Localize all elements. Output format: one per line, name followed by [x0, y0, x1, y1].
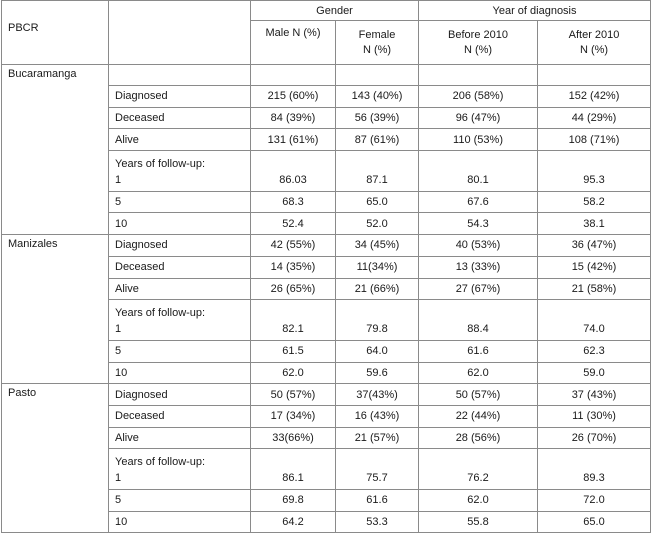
blank-cell — [538, 449, 651, 468]
survival-table — [1, 0, 651, 533]
follow-up-year: 1 — [109, 170, 251, 192]
after-2010-value: 58.2 — [538, 191, 651, 213]
female-value: 53.3 — [336, 511, 419, 533]
after-2010-value: 15 (42%) — [538, 256, 651, 278]
pbcr-header — [2, 1, 109, 65]
male-value: 33(66%) — [251, 427, 336, 449]
after-2010-value: 38.1 — [538, 213, 651, 235]
after-2010-value: 62.3 — [538, 340, 651, 362]
blank-cell — [336, 151, 419, 170]
follow-up-year: 5 — [109, 191, 251, 213]
after-2010-value: 89.3 — [538, 468, 651, 490]
before-2010-value: 54.3 — [419, 213, 538, 235]
follow-up-year: 5 — [109, 490, 251, 512]
follow-up-year: 1 — [109, 468, 251, 490]
after-2010-value: 74.0 — [538, 319, 651, 341]
after-2010-value: 65.0 — [538, 511, 651, 533]
blank-cell — [251, 300, 336, 319]
blank-cell — [109, 65, 251, 86]
before-2010-value: 96 (47%) — [419, 107, 538, 129]
row-label: Alive — [109, 278, 251, 300]
table-body — [2, 65, 651, 533]
female-value: 52.0 — [336, 213, 419, 235]
blank-cell — [419, 65, 538, 86]
blank-cell — [538, 300, 651, 319]
year-group-header: Year of diagnosis — [419, 1, 651, 21]
after-2010-value: 36 (47%) — [538, 235, 651, 257]
female-value: 59.6 — [336, 362, 419, 384]
male-value: 61.5 — [251, 340, 336, 362]
female-value: 143 (40%) — [336, 86, 419, 108]
male-header-label: Male N (%) — [265, 27, 321, 39]
registry-header-row — [2, 65, 651, 86]
female-value: 87.1 — [336, 170, 419, 192]
row-label: Diagnosed — [109, 86, 251, 108]
row-label: Deceased — [109, 256, 251, 278]
female-value: 56 (39%) — [336, 107, 419, 129]
after-2010-value: 59.0 — [538, 362, 651, 384]
row-label: Alive — [109, 427, 251, 449]
male-header — [251, 21, 336, 65]
registry-name: Manizales — [2, 235, 109, 384]
blank-cell — [251, 449, 336, 468]
before-2010-value: 50 (57%) — [419, 384, 538, 406]
header-blank — [109, 1, 251, 65]
female-value: 79.8 — [336, 319, 419, 341]
male-value: 64.2 — [251, 511, 336, 533]
male-value: 52.4 — [251, 213, 336, 235]
before-2010-value: 67.6 — [419, 191, 538, 213]
before-2010-header — [419, 21, 538, 65]
female-value: 64.0 — [336, 340, 419, 362]
before-2010-value: 62.0 — [419, 490, 538, 512]
male-value: 131 (61%) — [251, 129, 336, 151]
follow-up-label: Years of follow-up: — [109, 449, 251, 468]
female-value: 87 (61%) — [336, 129, 419, 151]
after-2010-value: 37 (43%) — [538, 384, 651, 406]
before-header-line2: N (%) — [463, 43, 493, 56]
blank-cell — [538, 151, 651, 170]
male-value: 42 (55%) — [251, 235, 336, 257]
registry-name: Pasto — [2, 384, 109, 533]
female-header — [336, 21, 419, 65]
male-value: 68.3 — [251, 191, 336, 213]
female-value: 34 (45%) — [336, 235, 419, 257]
before-2010-value: 22 (44%) — [419, 405, 538, 427]
follow-up-label: Years of follow-up: — [109, 151, 251, 170]
header-row-1 — [2, 1, 651, 21]
male-value: 62.0 — [251, 362, 336, 384]
female-value: 21 (66%) — [336, 278, 419, 300]
after-2010-value: 26 (70%) — [538, 427, 651, 449]
row-label: Deceased — [109, 405, 251, 427]
before-2010-value: 40 (53%) — [419, 235, 538, 257]
after-2010-value: 108 (71%) — [538, 129, 651, 151]
before-header-line1: Before 2010 — [448, 28, 508, 41]
after-2010-header — [538, 21, 651, 65]
follow-up-year: 10 — [109, 511, 251, 533]
before-2010-value: 80.1 — [419, 170, 538, 192]
male-value: 26 (65%) — [251, 278, 336, 300]
blank-cell — [419, 449, 538, 468]
follow-up-year: 1 — [109, 319, 251, 341]
follow-up-label: Years of follow-up: — [109, 300, 251, 319]
after-2010-value: 72.0 — [538, 490, 651, 512]
before-2010-value: 28 (56%) — [419, 427, 538, 449]
male-value: 69.8 — [251, 490, 336, 512]
female-value: 65.0 — [336, 191, 419, 213]
male-value: 86.03 — [251, 170, 336, 192]
registry-header-row — [2, 235, 651, 257]
female-value: 75.7 — [336, 468, 419, 490]
male-value: 17 (34%) — [251, 405, 336, 427]
before-2010-value: 55.8 — [419, 511, 538, 533]
male-value: 50 (57%) — [251, 384, 336, 406]
male-value: 84 (39%) — [251, 107, 336, 129]
female-value: 21 (57%) — [336, 427, 419, 449]
follow-up-year: 10 — [109, 362, 251, 384]
after-2010-value: 95.3 — [538, 170, 651, 192]
female-value: 37(43%) — [336, 384, 419, 406]
follow-up-year: 10 — [109, 213, 251, 235]
before-2010-value: 206 (58%) — [419, 86, 538, 108]
after-header-line1: After 2010 — [568, 28, 620, 41]
blank-cell — [336, 65, 419, 86]
male-value: 215 (60%) — [251, 86, 336, 108]
after-2010-value: 11 (30%) — [538, 405, 651, 427]
male-value: 82.1 — [251, 319, 336, 341]
before-2010-value: 13 (33%) — [419, 256, 538, 278]
registry-name: Bucaramanga — [2, 65, 109, 235]
blank-cell — [419, 300, 538, 319]
before-2010-value: 76.2 — [419, 468, 538, 490]
female-header-line2: N (%) — [362, 43, 392, 56]
female-header-line1: Female — [358, 28, 396, 41]
row-label: Diagnosed — [109, 235, 251, 257]
follow-up-year: 5 — [109, 340, 251, 362]
blank-cell — [251, 151, 336, 170]
after-header-line2: N (%) — [579, 43, 609, 56]
before-2010-value: 110 (53%) — [419, 129, 538, 151]
female-value: 16 (43%) — [336, 405, 419, 427]
male-value: 14 (35%) — [251, 256, 336, 278]
before-2010-value: 62.0 — [419, 362, 538, 384]
female-value: 11(34%) — [336, 256, 419, 278]
male-value: 86.1 — [251, 468, 336, 490]
blank-cell — [251, 65, 336, 86]
pbcr-header-label: PBCR — [8, 21, 39, 34]
blank-cell — [336, 449, 419, 468]
after-2010-value: 21 (58%) — [538, 278, 651, 300]
registry-header-row — [2, 384, 651, 406]
before-2010-value: 61.6 — [419, 340, 538, 362]
before-2010-value: 27 (67%) — [419, 278, 538, 300]
before-2010-value: 88.4 — [419, 319, 538, 341]
row-label: Alive — [109, 129, 251, 151]
blank-cell — [419, 151, 538, 170]
blank-cell — [538, 65, 651, 86]
gender-group-header: Gender — [251, 1, 419, 21]
after-2010-value: 44 (29%) — [538, 107, 651, 129]
row-label: Diagnosed — [109, 384, 251, 406]
blank-cell — [336, 300, 419, 319]
after-2010-value: 152 (42%) — [538, 86, 651, 108]
row-label: Deceased — [109, 107, 251, 129]
female-value: 61.6 — [336, 490, 419, 512]
